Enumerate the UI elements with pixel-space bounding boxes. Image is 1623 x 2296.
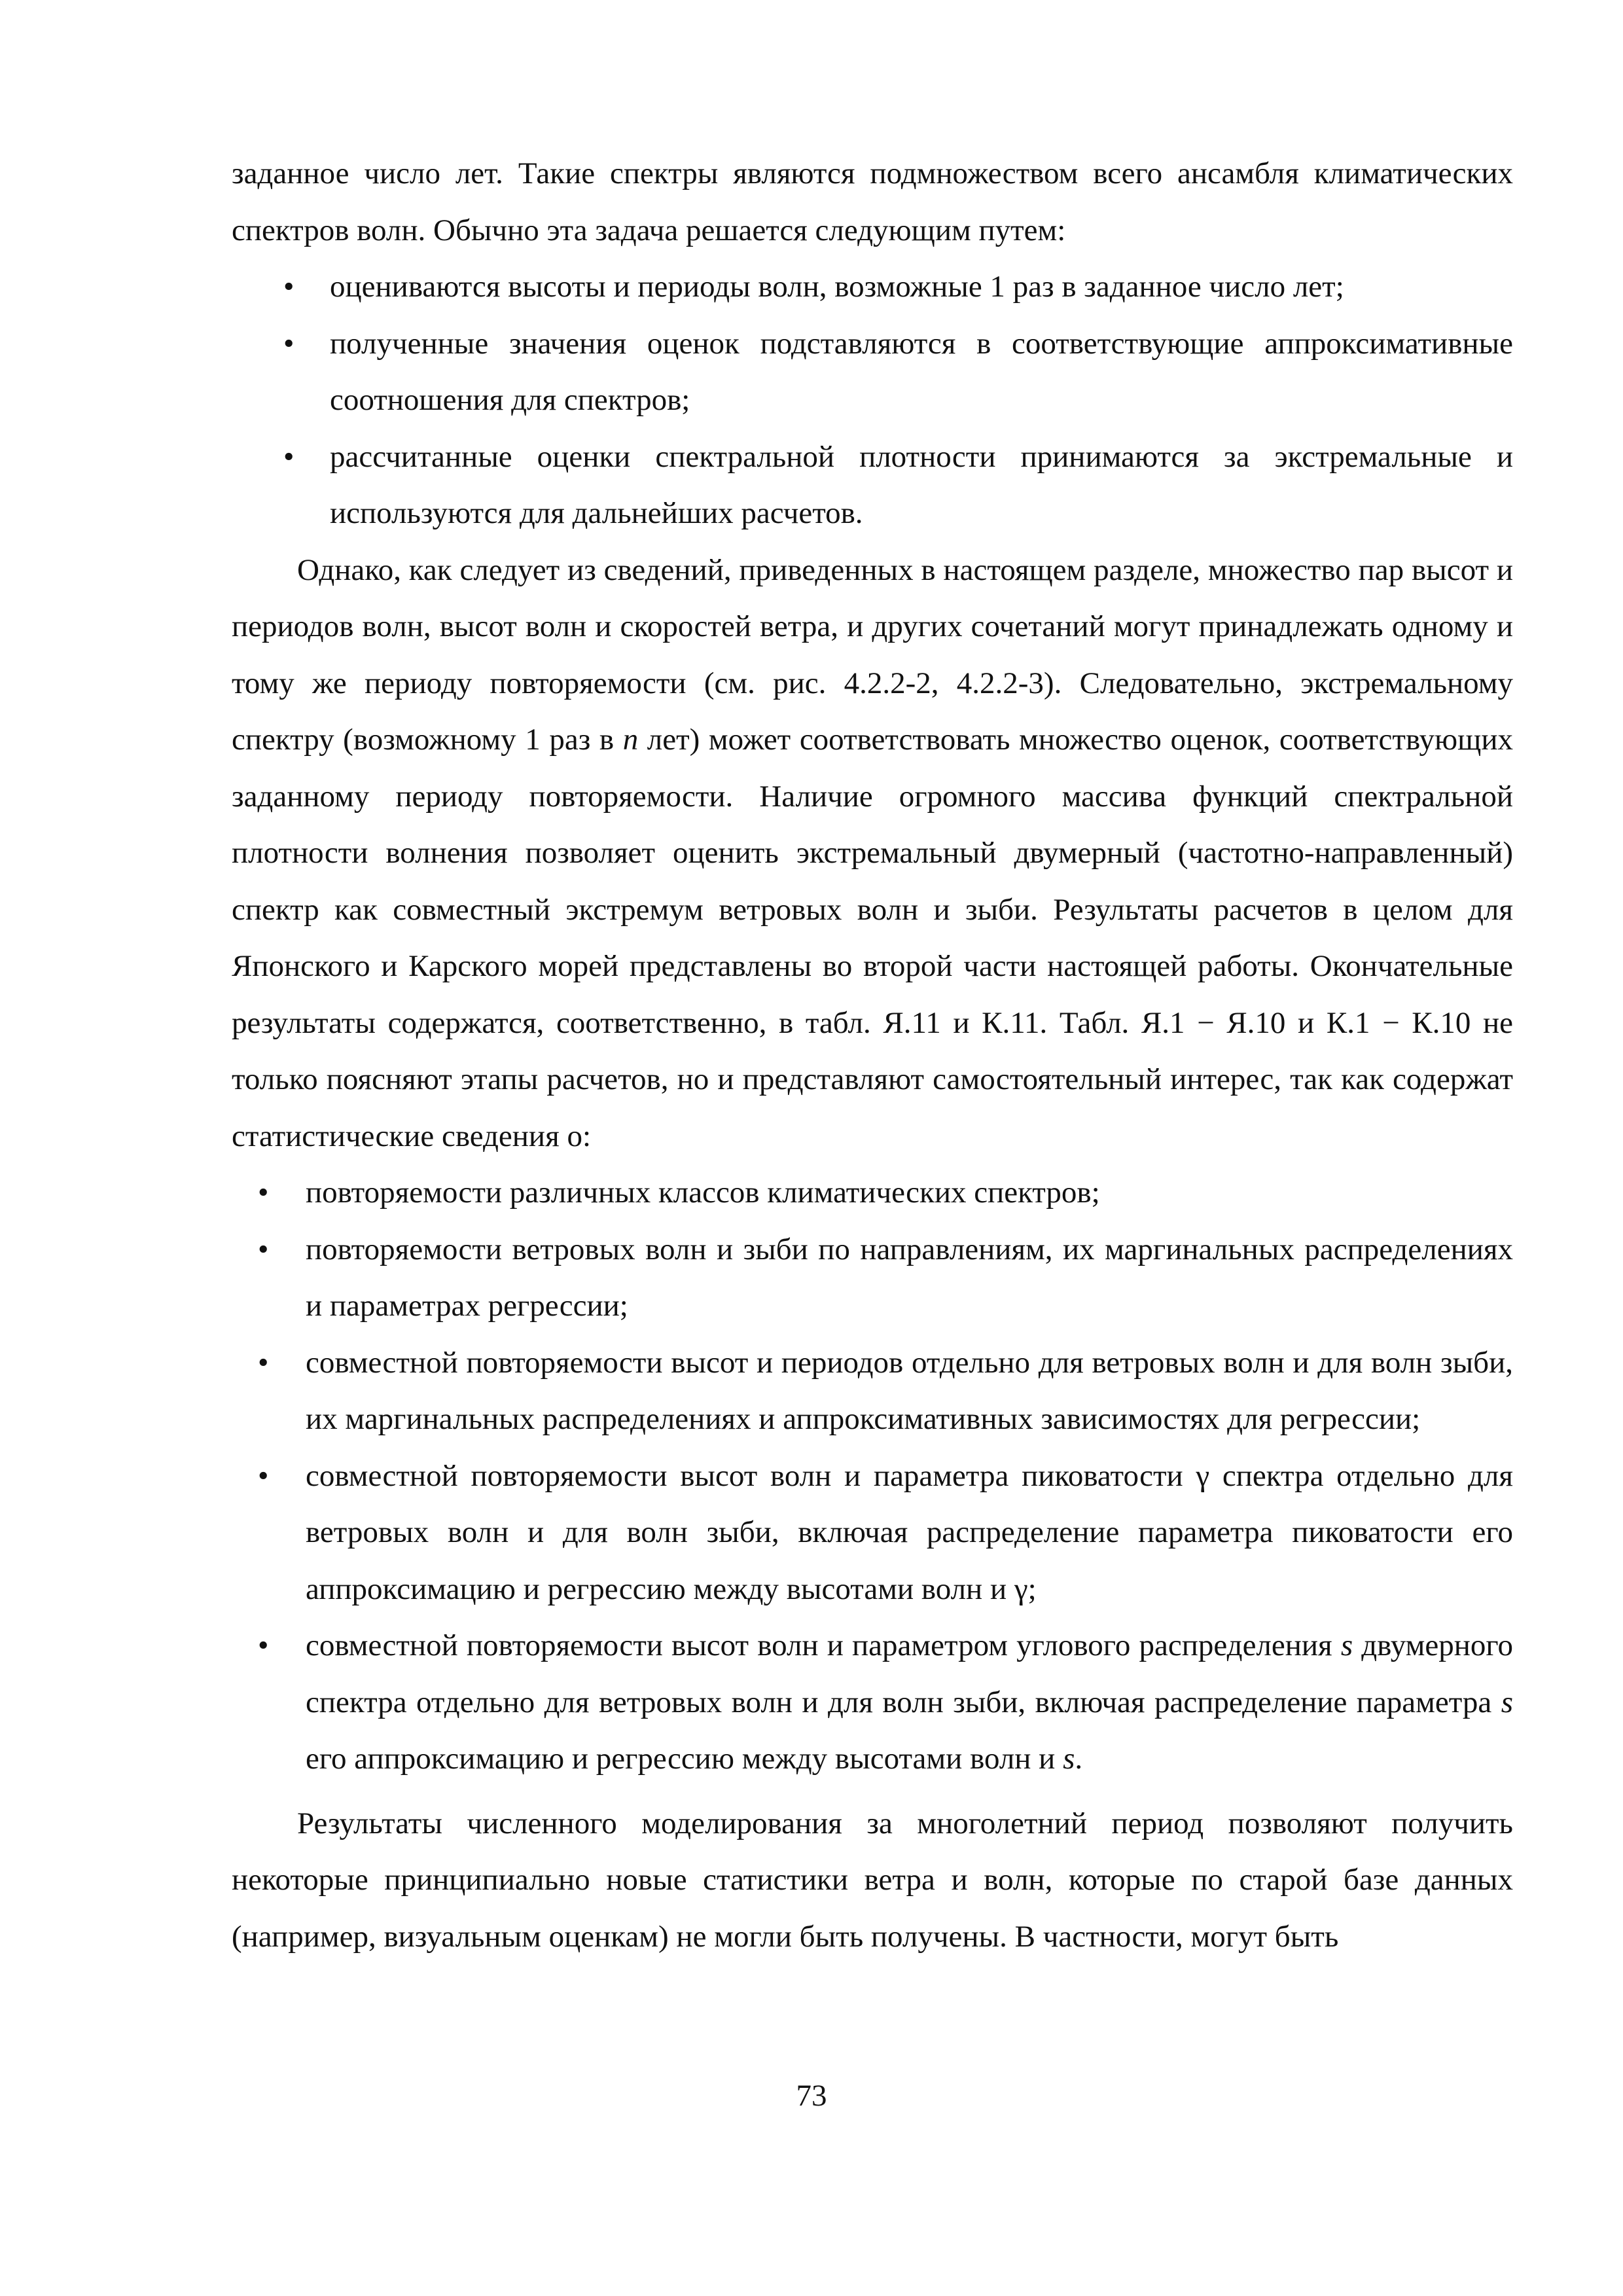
item-5-part-1: совместной повторяемости высот волн и параметром углового распределения xyxy=(306,1628,1341,1662)
list-item xyxy=(232,429,1513,542)
bullet-icon: • xyxy=(258,1175,269,1210)
page-number: 73 xyxy=(796,2079,827,2113)
paragraph-2-text-end: лет) может соответствовать множество оценок, соответствующих заданному периоду повторяемости. Наличие огромного массива функций спектральной плотности волнения позволяет оценить экстремальный двумерный (частотно-направленный) спектр как совместный экстремум ветровых волн и зыби. Результаты расчетов в целом для Японского и Карского морей представлены во второй части настоящей работы. Окончательные результаты содержатся, соответственно, в табл. Я.11 и К.11. Табл. Я.1 − Я.10 и К.1 − К.10 не только поясняют этапы расчетов, но и представляют самостоятельный интерес, так как содержат статистические сведения о: xyxy=(232,723,1514,1153)
list-item xyxy=(232,1617,1513,1787)
list-item xyxy=(232,315,1513,429)
bullet-icon: • xyxy=(258,1232,269,1266)
bullet-icon: • xyxy=(258,1458,269,1493)
method-steps-list xyxy=(232,259,1513,542)
list-item-text: рассчитанные оценки спектральной плотности принимаются за экстремальные и используются для дальнейших расчетов. xyxy=(330,439,1513,530)
list-item-text: повторяемости ветровых волн и зыби по направлениям, их маргинальных распределениях и параметрах регрессии; xyxy=(306,1232,1513,1323)
list-item-text: повторяемости различных классов климатических спектров; xyxy=(306,1175,1100,1210)
bullet-icon: • xyxy=(258,1628,269,1662)
list-item xyxy=(232,1448,1513,1618)
list-item xyxy=(232,1164,1513,1221)
paragraph-3: Результаты численного моделирования за многолетний период позволяют получить некоторые принципиально новые статистики ветра и волн, которые по старой базе данных (например, визуальным оценкам) не могли быть получены. В частности, могут быть xyxy=(232,1806,1513,1954)
variable-s: s xyxy=(1063,1742,1075,1776)
list-item xyxy=(232,1335,1513,1448)
list-item-text xyxy=(306,1628,1513,1776)
bullet-icon: • xyxy=(283,439,294,474)
page-body xyxy=(232,145,1513,1965)
list-item xyxy=(232,1221,1513,1335)
list-item-text: оцениваются высоты и периоды волн, возможные 1 раз в заданное число лет; xyxy=(330,270,1344,304)
paragraph-2 xyxy=(232,542,1513,1165)
paragraph-1: заданное число лет. Такие спектры являются подмножеством всего ансамбля климатических спектров волн. Обычно эта задача решается следующим путем: xyxy=(232,156,1513,247)
item-5-part-3: его аппроксимацию и регрессию между высотами волн и xyxy=(306,1742,1063,1776)
item-5-part-2: двумерного спектра отдельно для ветровых волн и для волн зыби, включая распределение параметра xyxy=(306,1628,1513,1719)
list-item xyxy=(232,259,1513,315)
list-item-text: совместной повторяемости высот и периодов отдельно для ветровых волн и для волн зыби, их маргинальных распределениях и аппроксимативных зависимостях для регрессии; xyxy=(306,1345,1513,1436)
list-item-text: полученные значения оценок подставляются в соответствующие аппроксимативные соотношения для спектров; xyxy=(330,326,1513,417)
variable-n: n xyxy=(622,723,639,757)
list-item-text: совместной повторяемости высот волн и параметра пиковатости γ спектра отдельно для ветровых волн и для волн зыби, включая распределение параметра пиковатости его аппроксимацию и регрессию между высотами волн и γ; xyxy=(306,1458,1513,1606)
bullet-icon: • xyxy=(258,1345,269,1380)
variable-s: s xyxy=(1501,1685,1513,1719)
paragraph-2-text-start: Однако, как следует из сведений, приведенных в настоящем разделе, множество пар высот и периодов волн, высот волн и скоростей ветра, и других сочетаний могут принадлежать одному и тому же периоду повторяемости (см. рис. 4.2.2-2, 4.2.2-3). Следовательно, экстремальному спектру (возможному 1 раз в xyxy=(232,552,1513,757)
item-5-part-4: . xyxy=(1075,1742,1083,1776)
bullet-icon: • xyxy=(283,326,294,361)
variable-s: s xyxy=(1340,1628,1353,1662)
statistics-list xyxy=(232,1164,1513,1787)
bullet-icon: • xyxy=(283,270,294,304)
